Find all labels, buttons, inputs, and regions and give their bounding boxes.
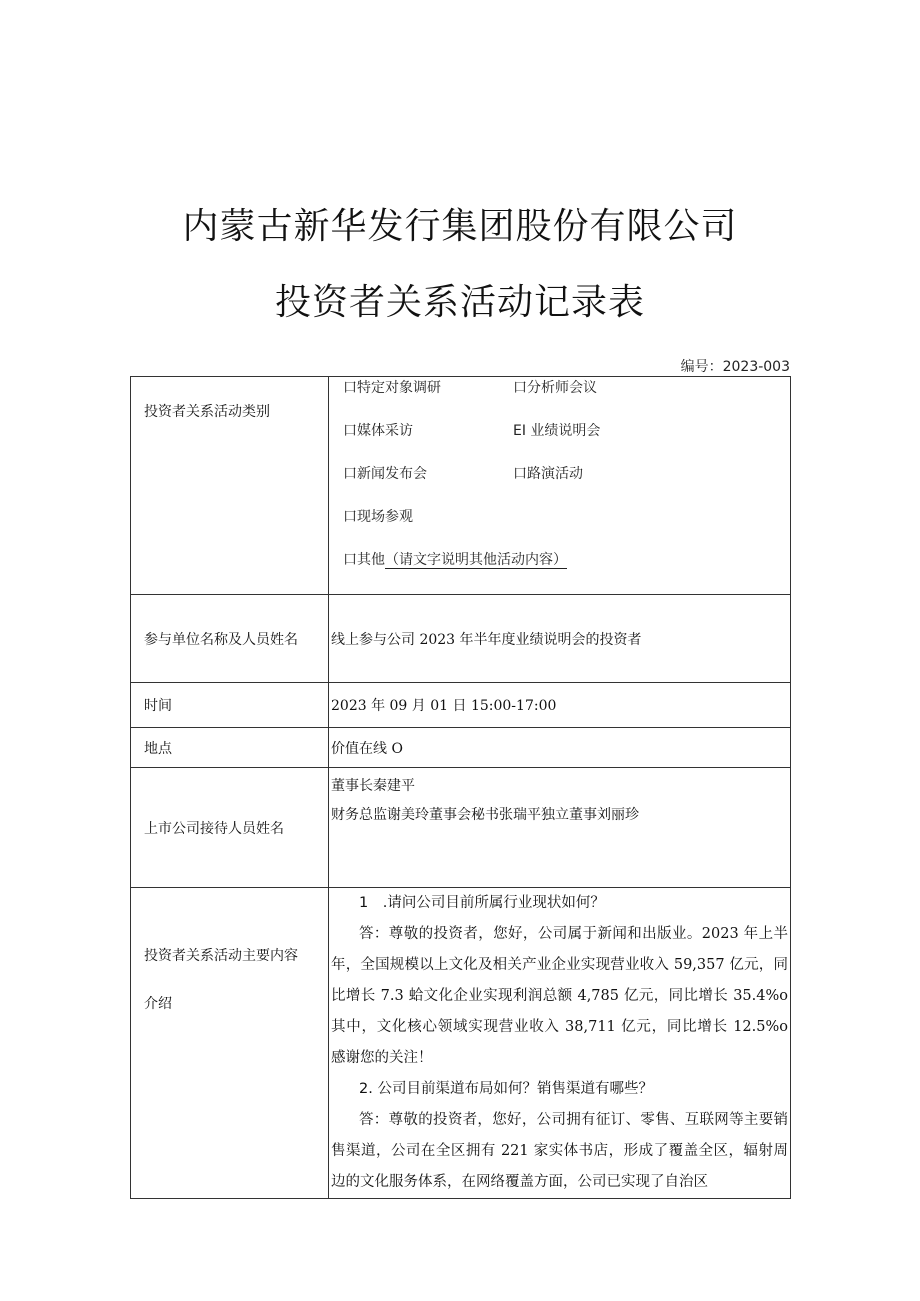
document-number: 编号：2023-003	[680, 359, 790, 375]
form-title: 投资者关系活动记录表	[274, 282, 645, 323]
content-label-line1: 投资者关系活动主要内容	[144, 948, 298, 964]
category-options	[329, 377, 790, 592]
answer-2: 答：尊敬的投资者，您好，公司拥有征订、零售、互联网等主要销售渠道，公司在全区拥有 221 家实体书店，形成了覆盖全区，辐射周边的文化服务体系，在网络覆盖方面，公司已实现了自治区	[331, 1112, 788, 1190]
option-site-visit[interactable]: 口现场参观	[343, 509, 413, 525]
participants-label: 参与单位名称及人员姓名	[144, 631, 298, 648]
time-label: 时间	[144, 698, 172, 714]
row-main-content	[131, 888, 791, 1199]
participants-value: 线上参与公司 2023 年半年度业绩说明会的投资者	[331, 631, 642, 648]
receptionists-line1: 董事长秦建平	[331, 778, 415, 794]
option-other[interactable]	[343, 549, 713, 592]
row-receptionists	[131, 768, 791, 888]
category-label: 投资者关系活动类别	[144, 404, 270, 420]
location-label: 地点	[144, 740, 172, 757]
record-table	[130, 376, 791, 1199]
row-time	[131, 683, 791, 728]
location-value: 价值在线 O	[331, 740, 403, 757]
option-press-conference[interactable]: 口新闻发布会	[343, 466, 427, 482]
row-location	[131, 728, 791, 768]
answer-1: 答：尊敬的投资者，您好，公司属于新闻和出版业。2023 年上半年，全国规模以上文化及相关产业企业实现营业收入 59,357 亿元，同比增长 7.3 蛤文化企业实现利润总额 4,785 亿元，同比增长 35.4%o 其中，文化核心领域实现营业收入 38,711 亿元，同比增长 12.5%o 感谢您的关注！	[331, 926, 788, 1066]
receptionists-label: 上市公司接待人员姓名	[144, 820, 284, 837]
question-1: 1 .请问公司目前所属行业现状如何？	[359, 895, 605, 911]
option-other-note: （请文字说明其他活动内容）	[385, 552, 567, 568]
option-media-interview[interactable]: 口媒体采访	[343, 423, 413, 439]
option-performance-briefing[interactable]: EI 业绩说明会	[513, 423, 601, 439]
question-2: 2. 公司目前渠道布局如何？销售渠道有哪些？	[359, 1081, 653, 1097]
qa-content	[329, 888, 790, 1198]
row-participants	[131, 595, 791, 683]
option-other-label: 口其他	[343, 552, 385, 568]
option-roadshow[interactable]: 口路演活动	[513, 466, 583, 482]
row-activity-category	[131, 377, 791, 595]
option-analyst-meeting[interactable]: 口分析师会议	[513, 380, 597, 396]
option-specific-research[interactable]: 口特定对象调研	[343, 380, 441, 396]
content-label-line2: 介绍	[144, 996, 172, 1012]
company-title: 内蒙古新华发行集团股份有限公司	[182, 206, 738, 247]
receptionists-line2: 财务总监谢美玲董事会秘书张瑞平独立董事刘丽珍	[331, 807, 639, 823]
time-value: 2023 年 09 月 01 日 15:00-17:00	[331, 698, 557, 714]
